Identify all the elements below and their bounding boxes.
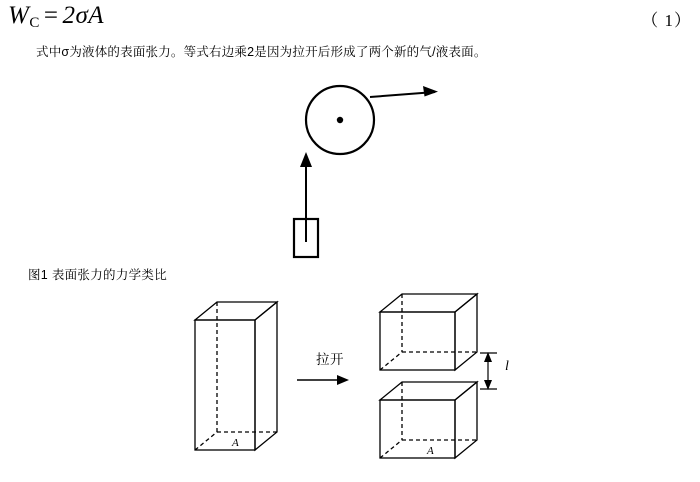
box-top-right-icon	[380, 294, 477, 370]
dimension-arrow-icon	[480, 352, 497, 390]
box-left-icon	[195, 302, 277, 450]
body-paragraph: 式中σ为液体的表面张力。等式右边乘2是因为拉开后形成了两个新的气/液表面。	[36, 45, 487, 59]
box-split-svg	[175, 290, 535, 480]
equation-rhs: 2σA	[62, 2, 105, 29]
equation-equals: =	[43, 2, 59, 29]
figure-box-split-diagram	[175, 290, 535, 475]
equation-expression	[8, 2, 104, 32]
figure1-caption: 图1 表面张力的力学类比	[28, 268, 168, 282]
equation-lhs-var: W	[8, 2, 30, 29]
area-label-left: A	[232, 437, 239, 449]
pulley-axle-icon	[337, 117, 343, 123]
equation-number: （ 1）	[641, 11, 692, 30]
area-label-right: A	[427, 445, 434, 457]
arrow-right-icon	[297, 375, 349, 385]
equation-lhs-subscript: C	[29, 15, 40, 32]
pulley-diagram-svg	[250, 72, 480, 257]
pull-action-label: 拉开	[316, 352, 344, 367]
equation-line	[8, 2, 692, 36]
rope-and-up-arrow-icon	[300, 152, 312, 242]
length-label: l	[505, 359, 509, 374]
figure-pulley-diagram	[250, 72, 480, 257]
force-arrow-icon	[370, 86, 438, 97]
